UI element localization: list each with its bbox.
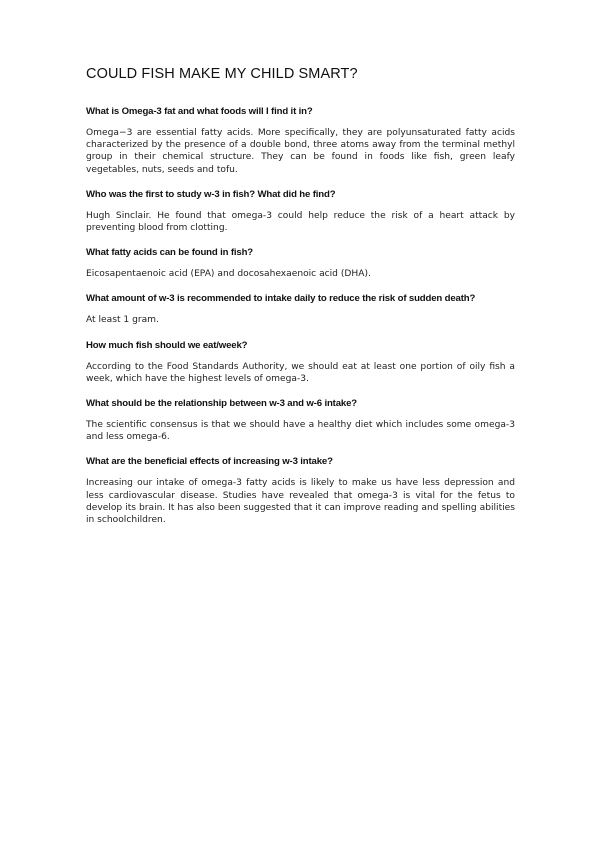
question-heading: What amount of w-3 is recommended to intake daily to reduce the risk of sudden death?: [86, 293, 476, 305]
answer-text: Omega−3 are essential fatty acids. More specifically, they are polyunsaturated fatty acids characterized by the presence of a double bond, three atoms away from the terminal methyl group in their chemical structure. They can be found in foods like fish, green leafy vegetables, nuts, seeds and tofu.: [86, 128, 515, 175]
question-heading: What fatty acids can be found in fish?: [86, 247, 253, 259]
qa-section-5: [86, 340, 515, 385]
qa-section-4: [86, 293, 515, 326]
document-page: [86, 66, 515, 539]
qa-section-6: [86, 398, 515, 443]
question-heading: What is Omega-3 fat and what foods will I find it in?: [86, 106, 313, 117]
question-heading: How much fish should we eat/week?: [86, 339, 248, 351]
answer-text: Hugh Sinclair. He found that omega-3 could help reduce the risk of a heart attack by preventing blood from clotting.: [86, 210, 515, 234]
answer-text: Increasing our intake of omega-3 fatty acids is likely to make us have less depression and less cardiovascular disease. Studies have revealed that omega-3 is vital for the fetus to develop its brain. It has also been suggested that it can improve reading and spelling abilities in schoolchildren.: [86, 478, 515, 526]
answer-text: Eicosapentaenoic acid (EPA) and docosahexaenoic acid (DHA).: [86, 269, 371, 280]
question-heading: What should be the relationship between w-3 and w-6 intake?: [86, 398, 357, 410]
qa-section-2: [86, 189, 515, 234]
document-title: COULD FISH MAKE MY CHILD SMART?: [86, 66, 358, 82]
question-heading: What are the beneficial effects of increasing w-3 intake?: [86, 456, 333, 468]
qa-section-1: [86, 106, 515, 176]
question-heading: Who was the first to study w-3 in fish? What did he find?: [86, 188, 336, 200]
answer-text: According to the Food Standards Authority, we should eat at least one portion of oily fish a week, which have the highest levels of omega-3.: [86, 361, 515, 384]
qa-section-7: [86, 456, 515, 526]
qa-section-3: [86, 247, 515, 280]
answer-text: The scientific consensus is that we should have a healthy diet which includes some omega-3 and less omega-6.: [86, 420, 515, 443]
answer-text: At least 1 gram.: [86, 315, 159, 326]
